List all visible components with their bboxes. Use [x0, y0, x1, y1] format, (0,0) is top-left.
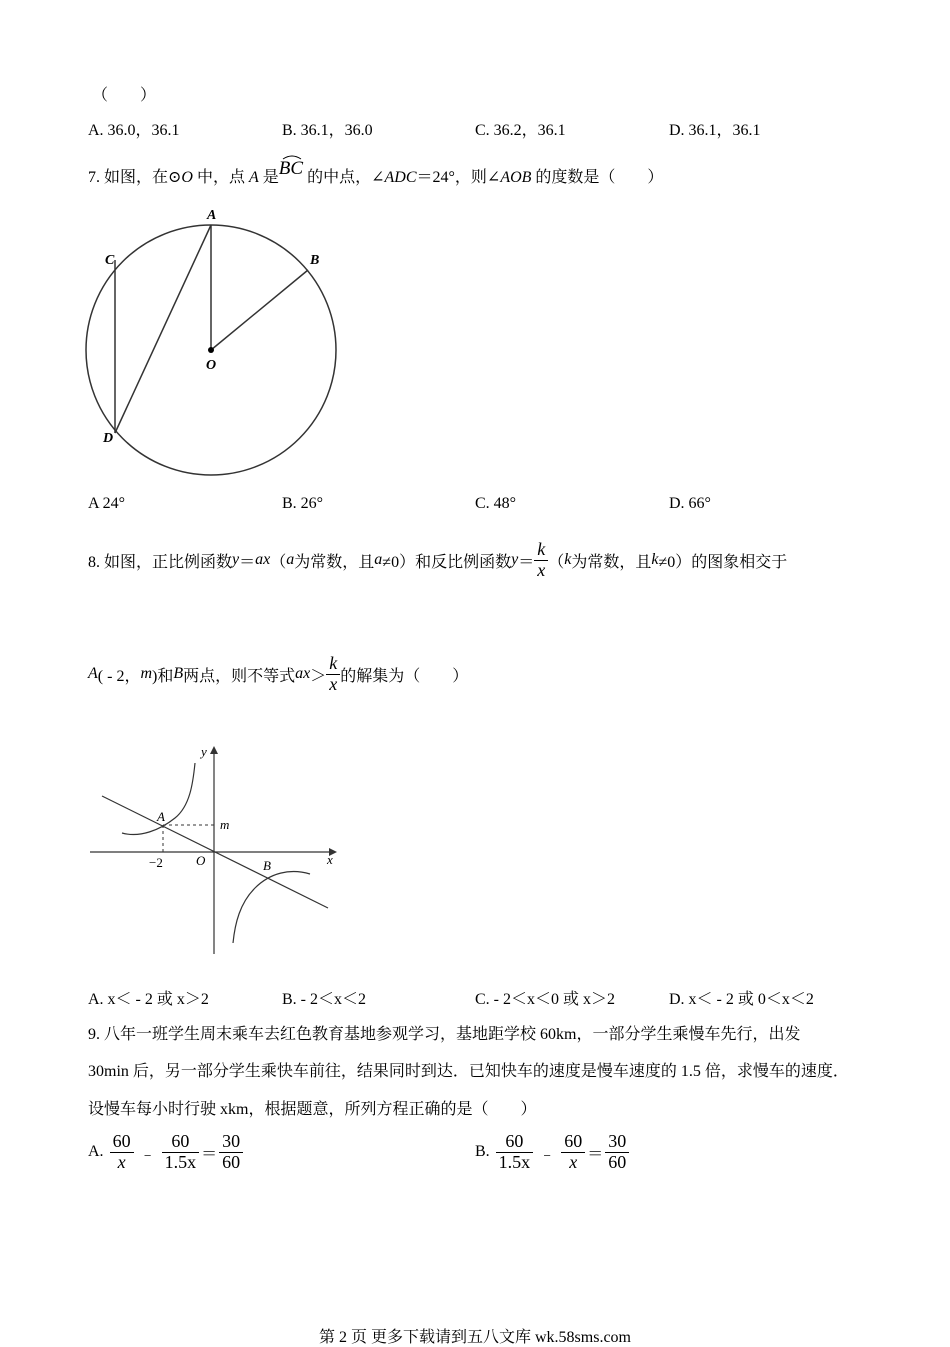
- q7-circle-figure: [80, 200, 350, 485]
- q8-option-a: A. x＜ - 2 或 x＞2: [88, 991, 209, 1008]
- arc-bc: BC: [279, 158, 303, 180]
- q8-option-b: B. - 2＜x＜2: [282, 991, 367, 1008]
- q8-line-1: 8. 如图，正比例函数 y ＝ ax （ a 为常数，且 a ≠0）和反比例函数 y ＝ $\frac{k}{x}$ （ k 为常数，且 k ≠0）的图象相交于: [88, 538, 788, 580]
- segment-ob: [211, 270, 308, 350]
- q8-option-c: C. - 2＜x＜0 或 x＞2: [475, 991, 616, 1008]
- label-c: C: [105, 253, 115, 268]
- label-x: x: [327, 852, 333, 867]
- q9-option-b: B. $\frac{60}{1.5x}$ ﹣ $\frac{60}{x}$ ＝ $\frac{30}{60}$: [475, 1126, 629, 1178]
- q6-option-c: C. 36.2，36.1: [475, 122, 566, 139]
- hyperbola-branch-lower: [233, 872, 310, 943]
- arc-mark-icon: [281, 154, 303, 160]
- q8-line-2: A ( - 2， m )和 B 两点，则不等式 ax ＞ $\frac{k}{x}$ 的解集为（ ）: [88, 652, 469, 694]
- label-b: B: [310, 253, 320, 268]
- center-point: [208, 347, 214, 353]
- q6-option-a: A. 36.0，36.1: [88, 122, 180, 139]
- q9-option-a: A. $\frac{60}{x}$ ﹣ $\frac{60}{1.5x}$ ＝ $\frac{30}{60}$: [88, 1126, 243, 1178]
- label-o: O: [206, 358, 217, 373]
- q9-line-3: 设慢车每小时行驶 xkm，根据题意，所列方程正确的是（ ）: [88, 1101, 537, 1118]
- q7-option-a: A 24°: [88, 495, 126, 512]
- q8-function-graph: [85, 738, 345, 960]
- q7-question: 7. 如图，在⊙O 中，点 A 是 BC 的中点，∠ADC＝24°，则∠AOB 的度数是（ ）: [88, 164, 663, 188]
- q7-option-c: C. 48°: [475, 495, 517, 512]
- page-footer: 第 2 页 更多下载请到五八文库 wk.58sms.com: [318, 1329, 631, 1346]
- q7-option-b: B. 26°: [282, 495, 324, 512]
- label-point-b: B: [263, 858, 271, 873]
- q6-option-b: B. 36.1，36.0: [282, 122, 373, 139]
- q6-option-d: D. 36.1，36.1: [669, 122, 761, 139]
- label-origin: O: [196, 853, 206, 868]
- y-axis-arrow: [210, 746, 218, 754]
- q7-option-d: D. 66°: [669, 495, 711, 512]
- fraction-k-over-x-2: $\frac{k}{x}$: [326, 654, 340, 695]
- label-m: m: [220, 817, 230, 832]
- q9-line-2: 30min 后，另一部分学生乘快车前往，结果同时到达．已知快车的速度是慢车速度的 1.5 倍，求慢车的速度．: [88, 1063, 849, 1080]
- label-point-a: A: [157, 809, 165, 824]
- label-neg-2: −2: [149, 855, 163, 870]
- label-y: y: [201, 744, 207, 759]
- label-d: D: [103, 431, 114, 446]
- q8-option-d: D. x＜ - 2 或 0＜x＜2: [669, 991, 814, 1008]
- fraction-k-over-x: $\frac{k}{x}$: [534, 540, 548, 581]
- label-a: A: [207, 208, 217, 223]
- q6-paren: （ ）: [92, 87, 157, 104]
- q9-line-1: 9. 八年一班学生周末乘车去红色教育基地参观学习，基地距学校 60km，一部分学生乘慢车先行，出发: [88, 1026, 801, 1043]
